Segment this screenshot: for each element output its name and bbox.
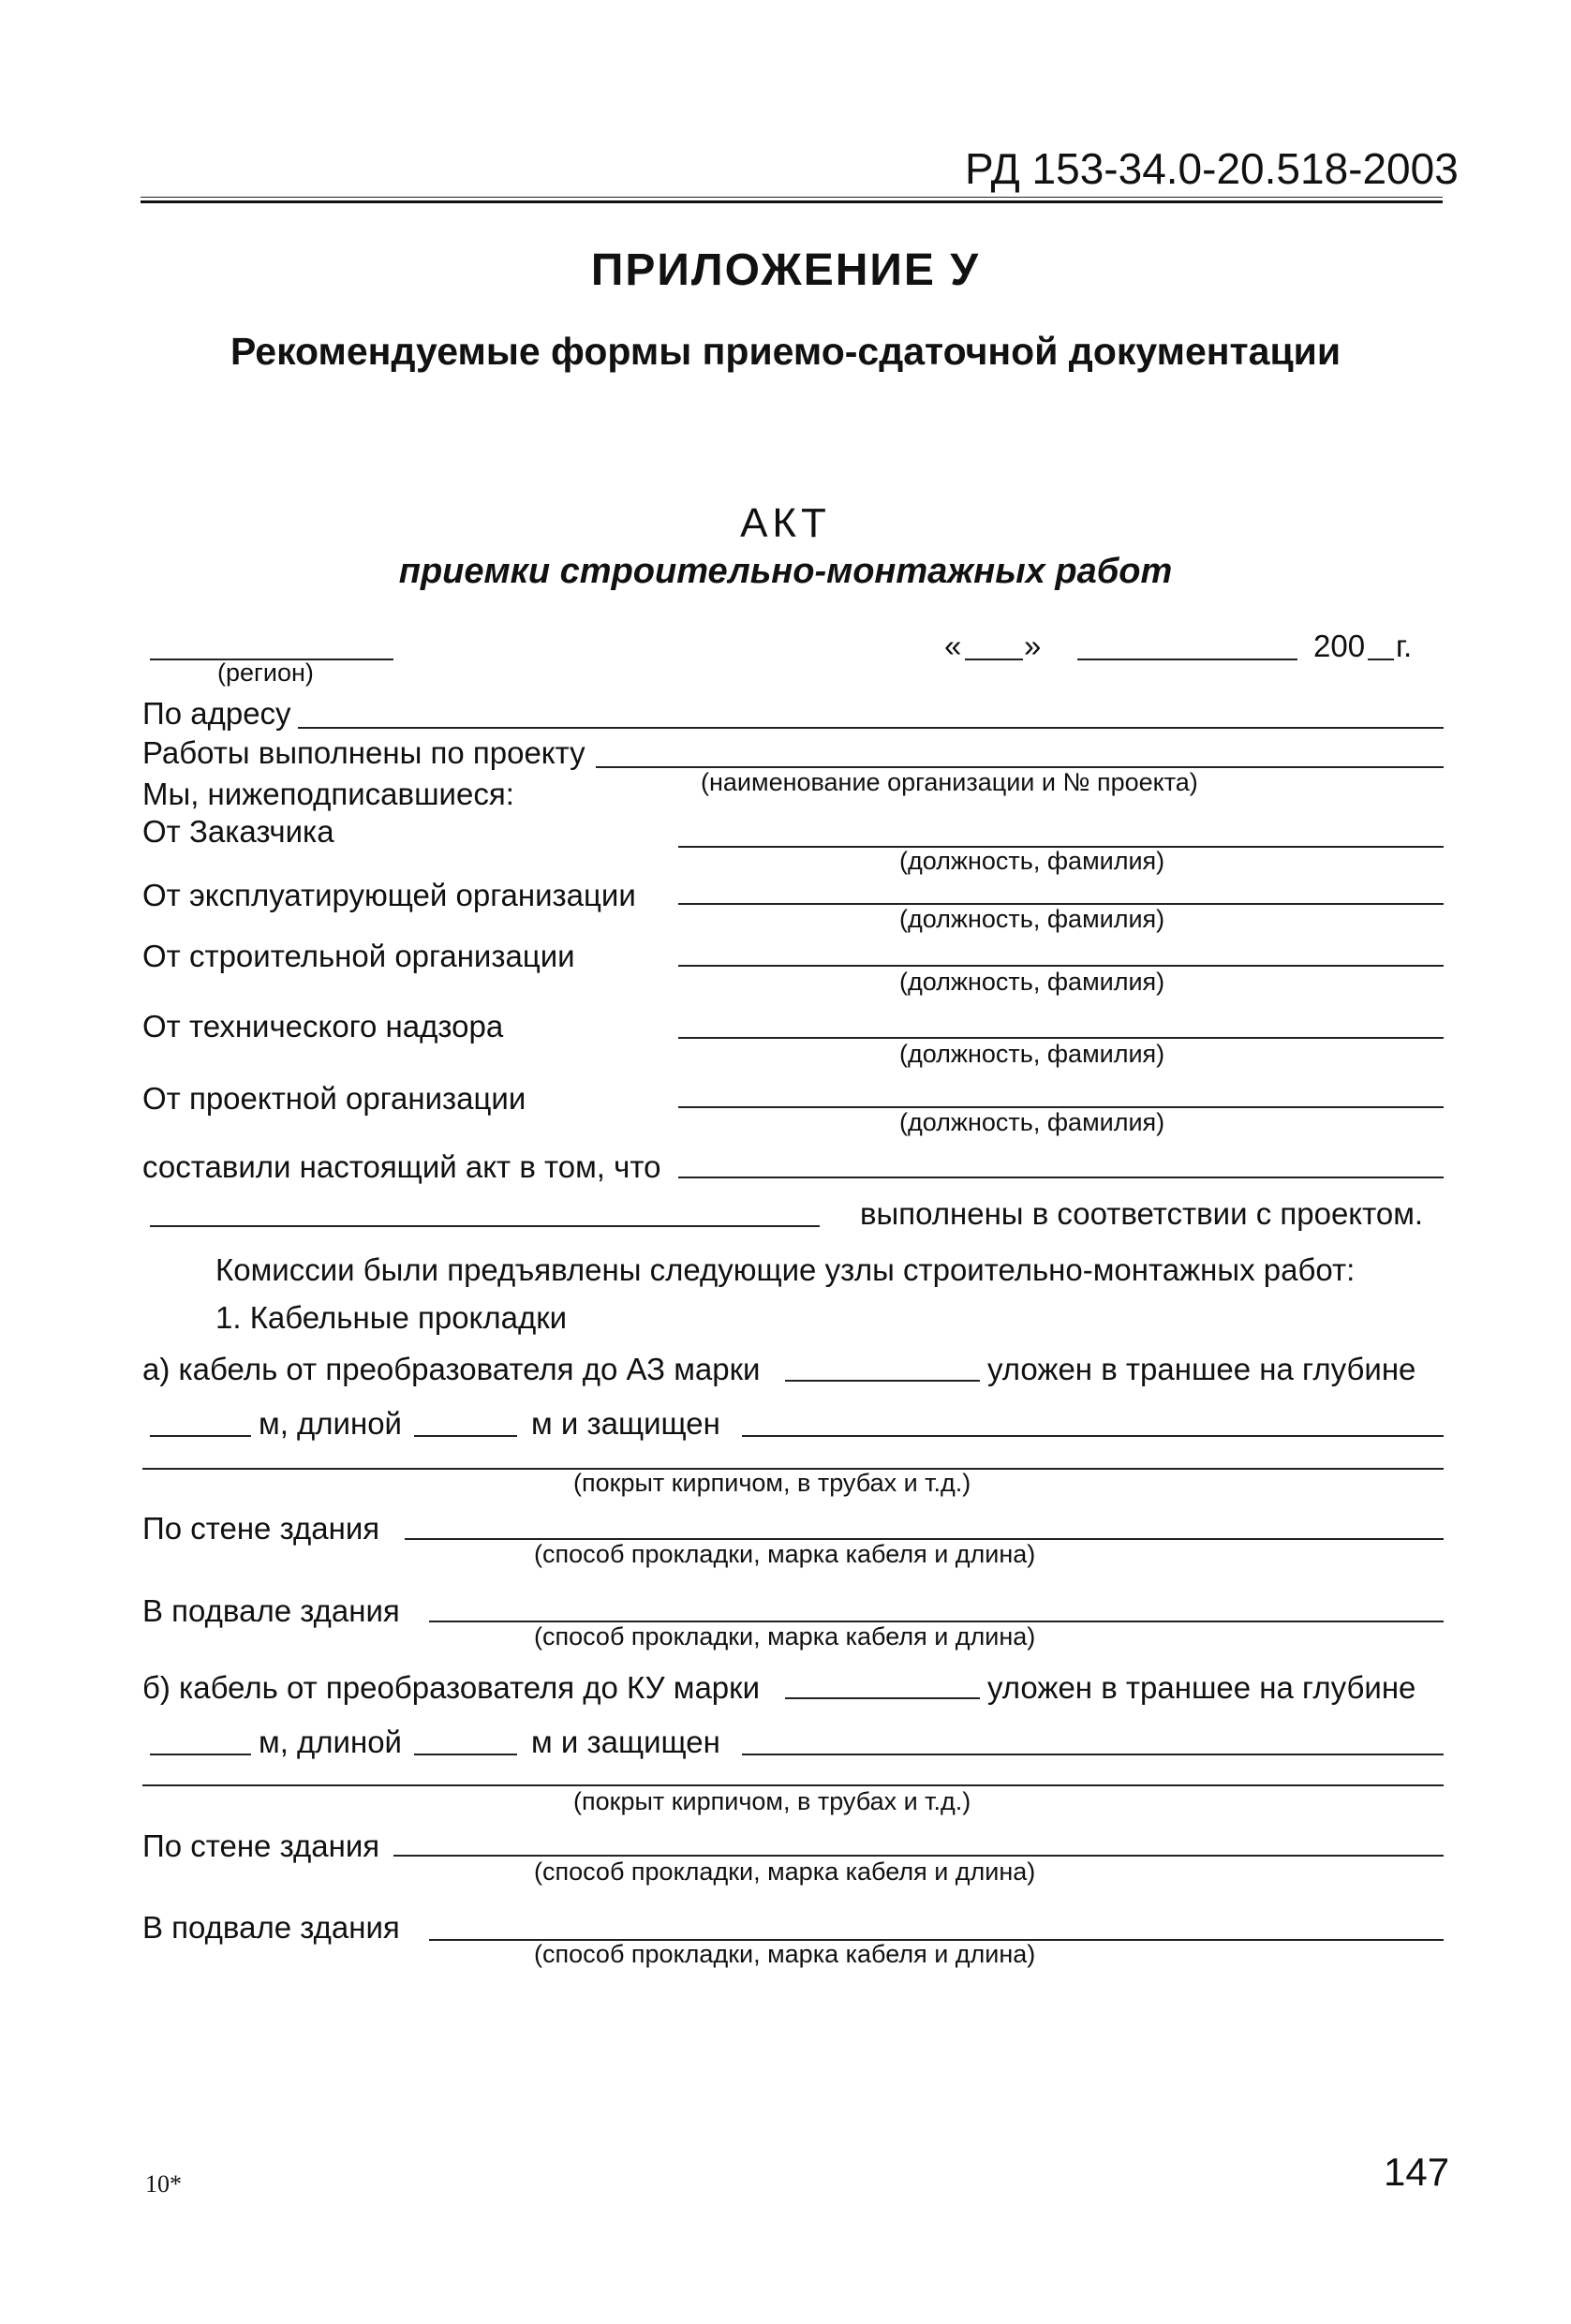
- b-depth-line[interactable]: [150, 1754, 251, 1755]
- act-subtitle: приемки строительно-монтажных работ: [398, 552, 1173, 591]
- construction-org-line[interactable]: [678, 965, 1444, 967]
- project-work-label: Работы выполнены по проекту: [142, 735, 585, 770]
- region-caption: (регион): [217, 659, 314, 687]
- construction-org-caption: (должность, фамилия): [899, 968, 1165, 996]
- operating-org-caption: (должность, фамилия): [899, 905, 1165, 933]
- customer-caption: (должность, фамилия): [899, 847, 1165, 875]
- design-org-label: От проектной организации: [142, 1081, 526, 1116]
- date-open-quote: «: [944, 629, 962, 663]
- a-trench-text: уложен в траншее на глубине: [987, 1352, 1416, 1386]
- appendix-title: ПРИЛОЖЕНИЕ У: [590, 245, 981, 295]
- a-length-line[interactable]: [414, 1435, 517, 1437]
- tech-supervision-line[interactable]: [678, 1037, 1444, 1039]
- address-label: По адресу: [142, 696, 291, 731]
- b-basement-caption: (способ прокладки, марка кабеля и длина): [534, 1940, 1036, 1968]
- composed-label: составили настоящий акт в том, что: [142, 1149, 661, 1184]
- b-length-label: м, длиной: [259, 1724, 402, 1759]
- a-depth-line[interactable]: [150, 1435, 251, 1437]
- a-basement-label: В подвале здания: [142, 1593, 400, 1628]
- completed-line[interactable]: [150, 1225, 820, 1227]
- customer-label: От Заказчика: [142, 814, 334, 849]
- page-number: 147: [1384, 2150, 1450, 2194]
- date-year-suffix: г.: [1396, 629, 1413, 663]
- header-rule-thick: [141, 200, 1443, 203]
- date-day-line[interactable]: [965, 659, 1023, 660]
- appendix-subtitle: Рекомендуемые формы приемо-сдаточной документации: [230, 330, 1341, 373]
- completed-label: выполнены в соответствии с проектом.: [860, 1196, 1424, 1231]
- a-protected-label: м и защищен: [531, 1406, 720, 1441]
- b-wall-line[interactable]: [393, 1855, 1444, 1857]
- b-protected-label: м и защищен: [531, 1724, 720, 1759]
- design-org-caption: (должность, фамилия): [899, 1108, 1165, 1136]
- date-year-prefix: 200: [1313, 629, 1366, 663]
- tech-supervision-caption: (должность, фамилия): [899, 1040, 1165, 1068]
- b-mark-line[interactable]: [785, 1697, 980, 1699]
- b-basement-label: В подвале здания: [142, 1910, 400, 1945]
- b-cover-line[interactable]: [142, 1784, 1444, 1786]
- operating-org-label: От эксплуатирующей организации: [142, 878, 636, 912]
- a-wall-label: По стене здания: [142, 1511, 380, 1546]
- item1-text: 1. Кабельные прокладки: [215, 1300, 568, 1335]
- tech-supervision-label: От технического надзора: [142, 1009, 504, 1044]
- we-signed-label: Мы, нижеподписавшиеся:: [142, 777, 514, 811]
- date-close-quote: »: [1024, 629, 1042, 663]
- date-month-line[interactable]: [1077, 659, 1297, 660]
- a-protected-line[interactable]: [742, 1435, 1444, 1437]
- b-length-line[interactable]: [414, 1754, 517, 1755]
- b-wall-label: По стене здания: [142, 1828, 380, 1863]
- intro-text: Комиссии были предъявлены следующие узлы строительно-монтажных работ:: [215, 1252, 1356, 1287]
- b-protected-line[interactable]: [742, 1754, 1444, 1755]
- b-wall-caption: (способ прокладки, марка кабеля и длина): [534, 1858, 1036, 1886]
- b-cover-caption: (покрыт кирпичом, в трубах и т.д.): [573, 1787, 971, 1815]
- project-caption: (наименование организации и № проекта): [701, 768, 1198, 796]
- a-wall-caption: (способ прокладки, марка кабеля и длина): [534, 1540, 1036, 1568]
- document-code: РД 153-34.0-20.518-2003: [965, 144, 1459, 193]
- header-rule-thin: [141, 197, 1443, 198]
- a-mark-line[interactable]: [785, 1380, 980, 1382]
- a-basement-caption: (способ прокладки, марка кабеля и длина): [534, 1622, 1036, 1650]
- date-year-line[interactable]: [1368, 659, 1394, 660]
- a-cover-caption: (покрыт кирпичом, в трубах и т.д.): [573, 1469, 971, 1497]
- act-title: АКТ: [740, 500, 831, 546]
- address-line[interactable]: [298, 727, 1444, 729]
- b-trench-text: уложен в траншее на глубине: [987, 1670, 1416, 1705]
- composed-line[interactable]: [678, 1177, 1444, 1178]
- a-length-label: м, длиной: [259, 1406, 402, 1441]
- a-prefix: а) кабель от преобразователя до АЗ марки: [142, 1352, 761, 1386]
- construction-org-label: От строительной организации: [142, 939, 575, 973]
- signature-mark: 10*: [145, 2170, 182, 2198]
- b-prefix: б) кабель от преобразователя до КУ марки: [142, 1670, 761, 1705]
